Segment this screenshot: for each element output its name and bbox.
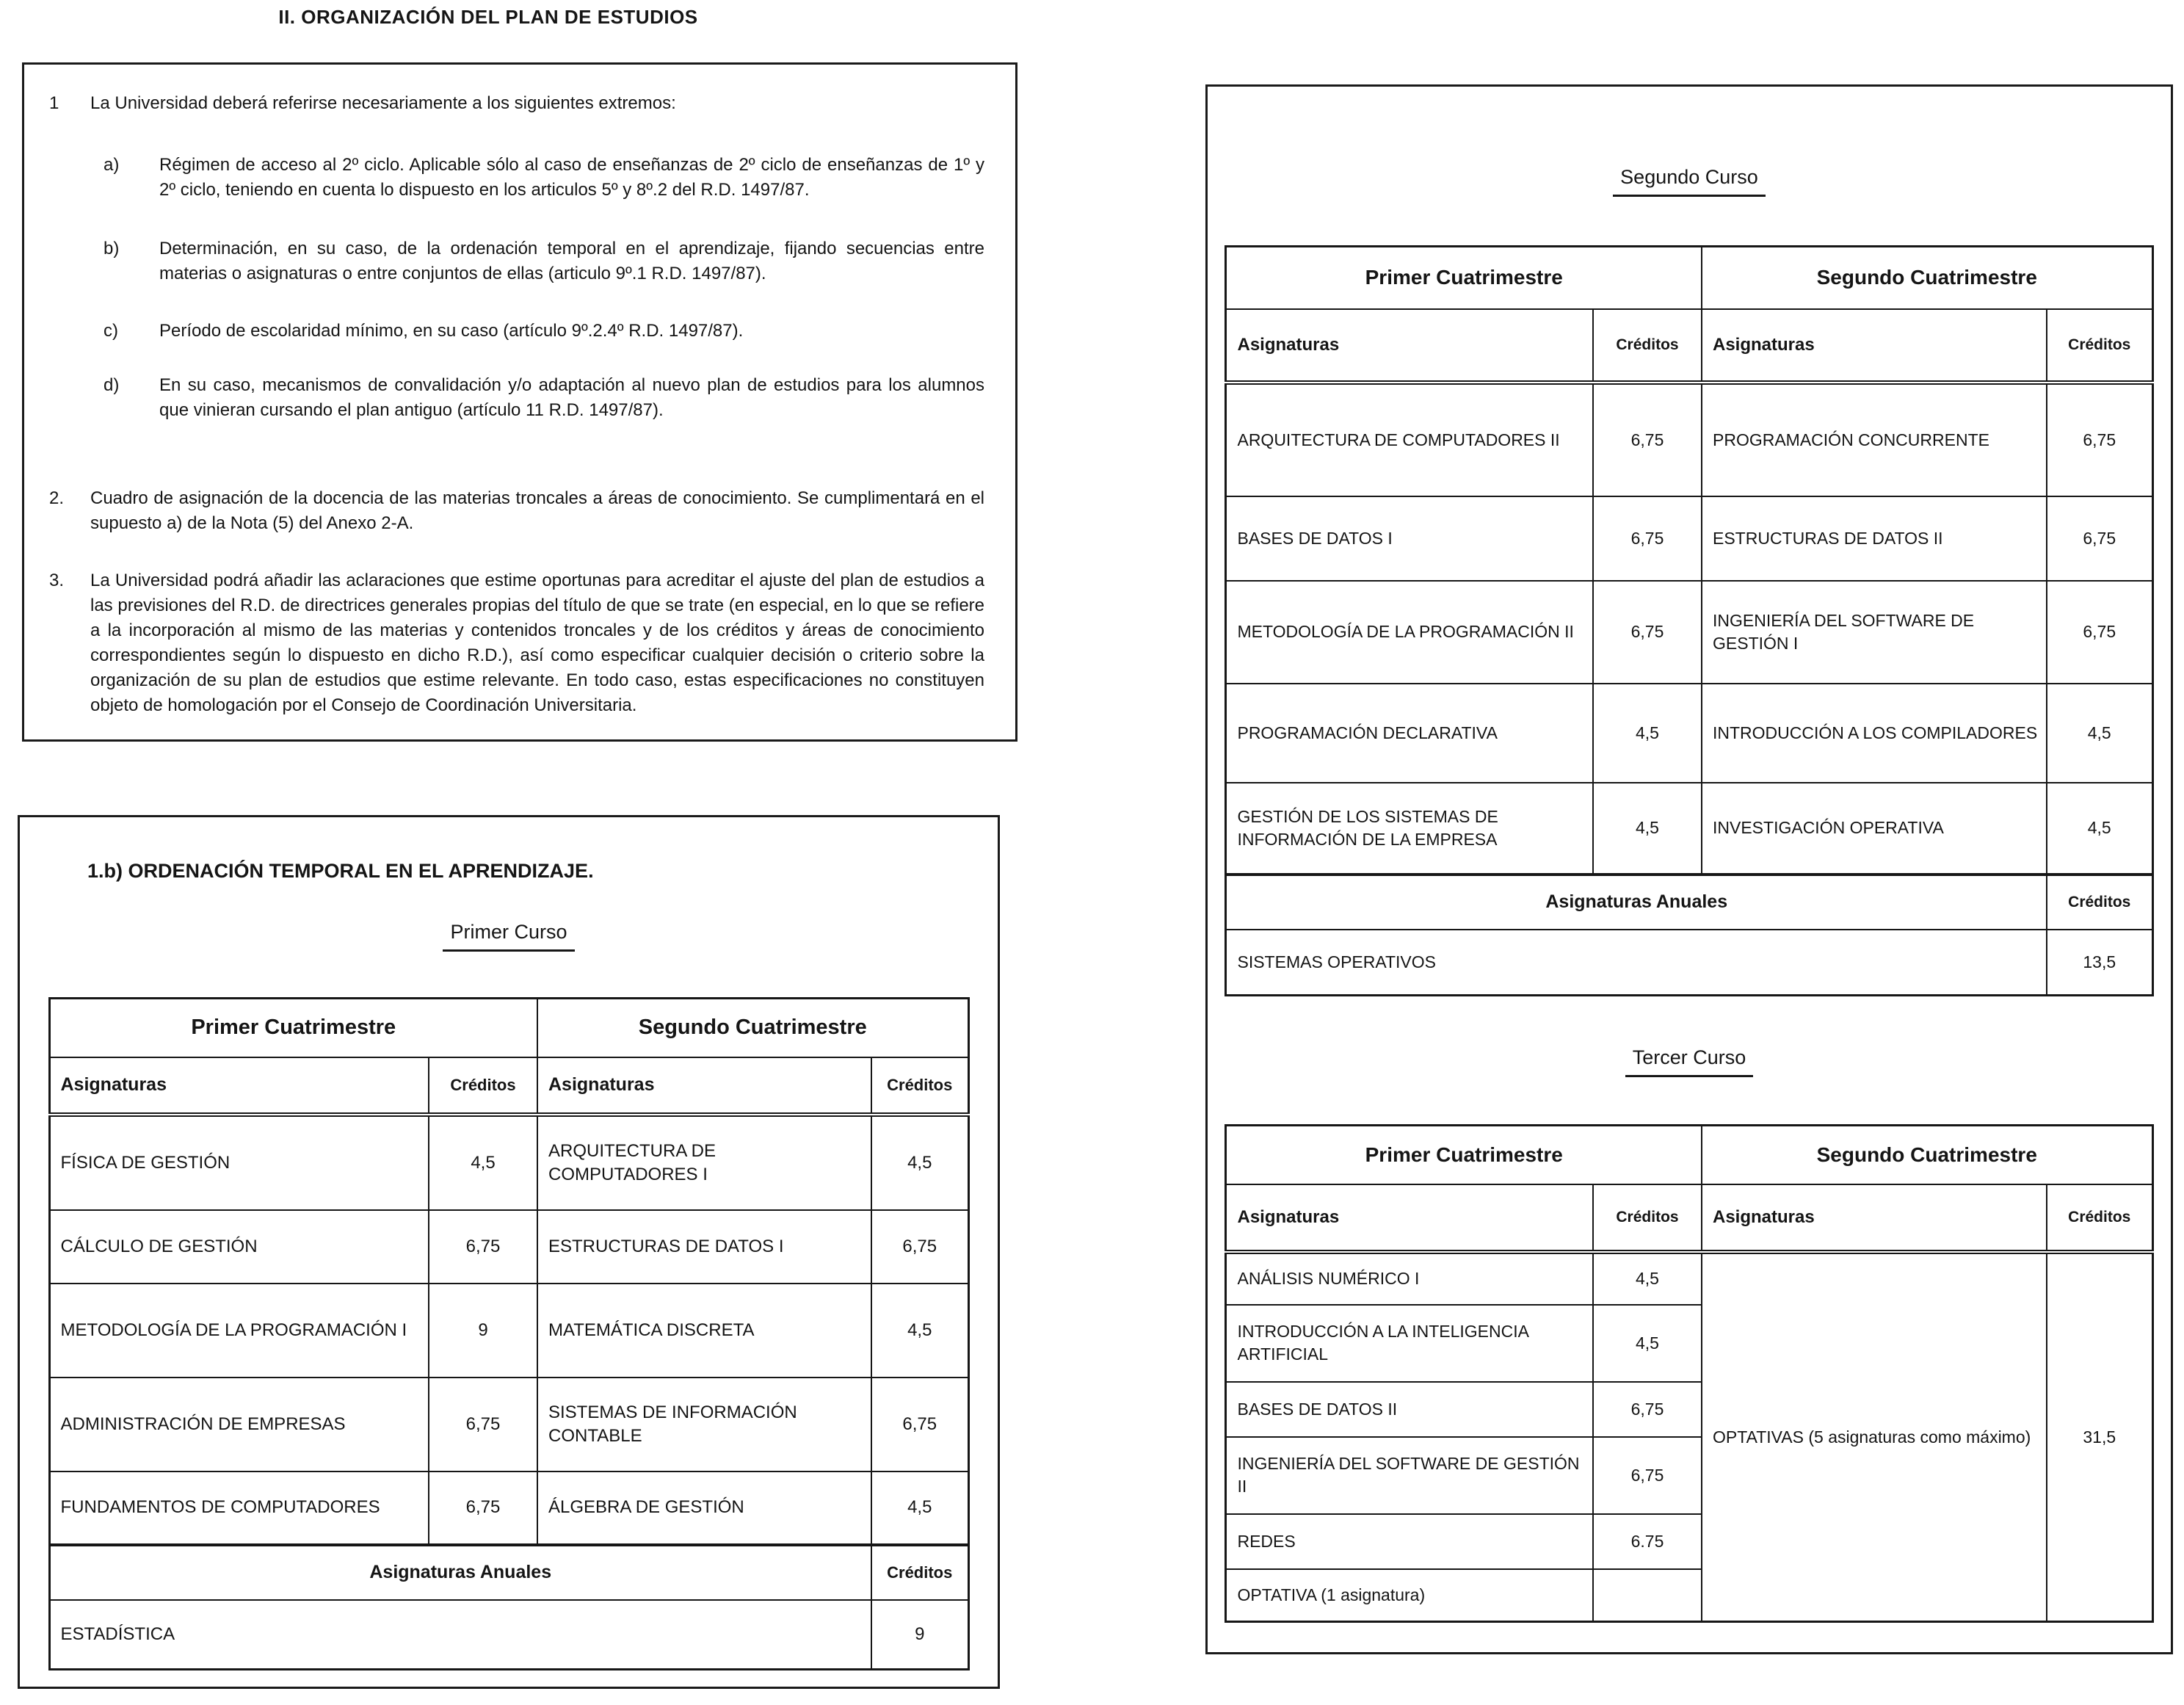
asignatura-cell: INTRODUCCIÓN A LA INTELIGENCIA ARTIFICIAL	[1226, 1305, 1593, 1382]
asignatura-cell: ARQUITECTURA DE COMPUTADORES II	[1226, 383, 1593, 496]
creditos-cell: 6,75	[2047, 581, 2152, 684]
creditos-cell: 6,75	[1593, 383, 1702, 496]
page-title: II. ORGANIZACIÓN DEL PLAN DE ESTUDIOS	[278, 6, 698, 28]
instruction-subitem-a	[104, 153, 984, 203]
creditos-cell: 6,75	[2047, 383, 2152, 496]
item-number: 2.	[49, 488, 65, 508]
primer-curso-title: Primer Curso	[443, 921, 574, 952]
asignatura-cell: OPTATIVA (1 asignatura)	[1226, 1569, 1593, 1622]
creditos-cell: 6,75	[429, 1378, 537, 1471]
creditos-cell: 4,5	[2047, 684, 2152, 783]
asignatura-cell: ESTADÍSTICA	[49, 1600, 871, 1670]
primer-curso-table	[48, 997, 970, 1670]
asignatura-cell: CÁLCULO DE GESTIÓN	[49, 1210, 429, 1284]
asignatura-cell: PROGRAMACIÓN DECLARATIVA	[1226, 684, 1593, 783]
semester-header-row	[49, 999, 968, 1057]
primer-cuatrimestre-header: Primer Cuatrimestre	[1226, 1126, 1702, 1184]
asignatura-cell: BASES DE DATOS I	[1226, 496, 1593, 581]
asignatura-cell: INGENIERÍA DEL SOFTWARE DE GESTIÓN I	[1702, 581, 2047, 684]
creditos-cell: 4,5	[871, 1284, 968, 1378]
creditos-cell: 6,75	[429, 1210, 537, 1284]
asignaturas-header: Asignaturas	[1702, 1184, 2047, 1252]
instruction-item-1	[49, 91, 984, 116]
creditos-cell: 4,5	[871, 1471, 968, 1545]
creditos-cell: 6,75	[2047, 496, 2152, 581]
subitem-label: a)	[104, 155, 120, 175]
column-header-row	[1226, 309, 2152, 383]
table-row	[49, 1471, 968, 1545]
item-number: 3.	[49, 571, 65, 590]
anuales-header-row	[1226, 875, 2152, 930]
segundo-cuatrimestre-header: Segundo Cuatrimestre	[1702, 247, 2152, 309]
segundo-cuatrimestre-header: Segundo Cuatrimestre	[1702, 1126, 2152, 1184]
table-row	[49, 1210, 968, 1284]
table-row	[49, 1378, 968, 1471]
column-header-row	[49, 1057, 968, 1115]
asignaturas-anuales-header: Asignaturas Anuales	[1226, 875, 2047, 930]
creditos-cell: 6,75	[871, 1210, 968, 1284]
semester-header-row	[1226, 1126, 2152, 1184]
creditos-cell: 4,5	[1593, 684, 1702, 783]
asignatura-cell: ESTRUCTURAS DE DATOS I	[537, 1210, 871, 1284]
creditos-header: Créditos	[2047, 309, 2152, 383]
creditos-cell: 6,75	[1593, 496, 1702, 581]
creditos-cell	[1593, 1569, 1702, 1622]
creditos-header: Créditos	[871, 1545, 968, 1600]
table-row	[49, 1284, 968, 1378]
creditos-cell: 6,75	[1593, 581, 1702, 684]
asignatura-cell: BASES DE DATOS II	[1226, 1382, 1593, 1437]
asignatura-cell: ARQUITECTURA DE COMPUTADORES I	[537, 1115, 871, 1210]
creditos-cell: 6,75	[1593, 1437, 1702, 1514]
subitem-text: Régimen de acceso al 2º ciclo. Aplicable sólo al caso de enseñanzas de 2º ciclo de enseñanzas de 1º y 2º ciclo, teniendo en cuenta lo dispuesto en los articulos 5º y 8º.2 del R.D. 1497/87.	[159, 155, 984, 200]
segundo-cuatrimestre-header: Segundo Cuatrimestre	[537, 999, 968, 1057]
section-heading: 1.b) ORDENACIÓN TEMPORAL EN EL APRENDIZAJE.	[87, 860, 594, 882]
creditos-cell: 6.75	[1593, 1514, 1702, 1569]
asignatura-cell: PROGRAMACIÓN CONCURRENTE	[1702, 383, 2047, 496]
anual-row	[49, 1600, 968, 1670]
table-row	[1226, 1252, 2152, 1305]
asignaturas-header: Asignaturas	[1226, 309, 1593, 383]
subitem-text: Determinación, en su caso, de la ordenación temporal en el aprendizaje, fijando secuencias entre materias o asignaturas o entre conjuntos de ellas (articulo 9º.1 R.D. 1497/87).	[159, 239, 984, 283]
creditos-cell: 6,75	[871, 1378, 968, 1471]
subitem-text: En su caso, mecanismos de convalidación y/o adaptación al nuevo plan de estudios para los alumnos que vinieran cursando el plan antiguo (artículo 11 R.D. 1497/87).	[159, 375, 984, 420]
table-row	[1226, 783, 2152, 875]
asignatura-cell: FUNDAMENTOS DE COMPUTADORES	[49, 1471, 429, 1545]
primer-cuatrimestre-header: Primer Cuatrimestre	[49, 999, 537, 1057]
creditos-cell: 9	[871, 1600, 968, 1670]
instruction-subitem-d	[104, 373, 984, 423]
asignatura-cell: SISTEMAS DE INFORMACIÓN CONTABLE	[537, 1378, 871, 1471]
table-row	[1226, 581, 2152, 684]
asignatura-cell: MATEMÁTICA DISCRETA	[537, 1284, 871, 1378]
creditos-cell: 13,5	[2047, 930, 2152, 996]
table-row	[1226, 496, 2152, 581]
creditos-cell: 4,5	[871, 1115, 968, 1210]
creditos-cell: 9	[429, 1284, 537, 1378]
creditos-cell: 4,5	[2047, 783, 2152, 875]
semester-header-row	[1226, 247, 2152, 309]
instruction-subitem-b	[104, 236, 984, 286]
creditos-header: Créditos	[2047, 1184, 2152, 1252]
asignatura-cell: REDES	[1226, 1514, 1593, 1569]
creditos-header: Créditos	[871, 1057, 968, 1115]
asignatura-cell: METODOLOGÍA DE LA PROGRAMACIÓN I	[49, 1284, 429, 1378]
item-text: Cuadro de asignación de la docencia de las materias troncales a áreas de conocimiento. Se cumplimentará en el supuesto a) de la Nota (5) del Anexo 2-A.	[90, 488, 984, 533]
creditos-cell: 6,75	[1593, 1382, 1702, 1437]
subitem-label: c)	[104, 321, 118, 341]
asignatura-cell: INGENIERÍA DEL SOFTWARE DE GESTIÓN II	[1226, 1437, 1593, 1514]
primer-curso-panel	[18, 815, 1000, 1689]
column-header-row	[1226, 1184, 2152, 1252]
primer-curso-title-wrap	[20, 921, 998, 952]
anual-row	[1226, 930, 2152, 996]
creditos-header: Créditos	[2047, 875, 2152, 930]
instructions-box	[22, 62, 1017, 742]
asignatura-cell: ANÁLISIS NUMÉRICO I	[1226, 1252, 1593, 1305]
asignatura-cell: METODOLOGÍA DE LA PROGRAMACIÓN II	[1226, 581, 1593, 684]
asignatura-cell: GESTIÓN DE LOS SISTEMAS DE INFORMACIÓN DE LA EMPRESA	[1226, 783, 1593, 875]
segundo-curso-title-wrap	[1208, 166, 2171, 197]
asignaturas-header: Asignaturas	[49, 1057, 429, 1115]
table-row	[49, 1115, 968, 1210]
tercer-curso-title: Tercer Curso	[1625, 1046, 1754, 1077]
asignaturas-header: Asignaturas	[1226, 1184, 1593, 1252]
creditos-cell: 4,5	[1593, 1252, 1702, 1305]
asignatura-cell: FÍSICA DE GESTIÓN	[49, 1115, 429, 1210]
creditos-header: Créditos	[1593, 1184, 1702, 1252]
creditos-cell: 4,5	[1593, 783, 1702, 875]
item-text: La Universidad podrá añadir las aclaraciones que estime oportunas para acreditar el ajuste del plan de estudios a las previsiones del R.D. de directrices generales propias del título de que se trate (en especial, en lo que se refiere a la incorporación al mismo de las materias y contenidos troncales y de los créditos y áreas de conocimiento correspondientes según lo dispuesto en dicho R.D.), así como especificar cualquier decisión o criterio sobre la organización de su plan de estudios que estime relevante. En todo caso, estas especificaciones no constituyen objeto de homologación por el Consejo de Coordinación Universitaria.	[90, 571, 985, 715]
asignatura-cell: ESTRUCTURAS DE DATOS II	[1702, 496, 2047, 581]
subitem-text: Período de escolaridad mínimo, en su caso (artículo 9º.2.4º R.D. 1497/87).	[159, 321, 744, 341]
optativas-cell: OPTATIVAS (5 asignaturas como máximo)	[1702, 1252, 2047, 1622]
asignaturas-header: Asignaturas	[537, 1057, 871, 1115]
segundo-curso-table	[1225, 245, 2153, 996]
asignaturas-anuales-header: Asignaturas Anuales	[49, 1545, 871, 1600]
instruction-subitem-c	[104, 319, 984, 344]
item-text: La Universidad deberá referirse necesariamente a los siguientes extremos:	[90, 93, 676, 113]
anuales-header-row	[49, 1545, 968, 1600]
creditos-cell: 4,5	[1593, 1305, 1702, 1382]
creditos-header: Créditos	[1593, 309, 1702, 383]
asignatura-cell: INVESTIGACIÓN OPERATIVA	[1702, 783, 2047, 875]
instruction-item-3	[49, 568, 984, 718]
asignatura-cell: INTRODUCCIÓN A LOS COMPILADORES	[1702, 684, 2047, 783]
instruction-item-2	[49, 486, 984, 536]
tercer-curso-title-wrap	[1208, 1046, 2171, 1077]
asignatura-cell: ADMINISTRACIÓN DE EMPRESAS	[49, 1378, 429, 1471]
asignatura-cell: SISTEMAS OPERATIVOS	[1226, 930, 2047, 996]
table-row	[1226, 383, 2152, 496]
optativas-creditos-cell: 31,5	[2047, 1252, 2152, 1622]
asignaturas-header: Asignaturas	[1702, 309, 2047, 383]
creditos-cell: 4,5	[429, 1115, 537, 1210]
courses-panel	[1205, 84, 2173, 1654]
tercer-curso-table	[1225, 1124, 2153, 1623]
item-number: 1	[49, 93, 59, 113]
asignatura-cell: ÁLGEBRA DE GESTIÓN	[537, 1471, 871, 1545]
creditos-header: Créditos	[429, 1057, 537, 1115]
table-row	[1226, 684, 2152, 783]
primer-cuatrimestre-header: Primer Cuatrimestre	[1226, 247, 1702, 309]
segundo-curso-title: Segundo Curso	[1613, 166, 1766, 197]
creditos-cell: 6,75	[429, 1471, 537, 1545]
subitem-label: b)	[104, 239, 120, 258]
subitem-label: d)	[104, 375, 120, 395]
